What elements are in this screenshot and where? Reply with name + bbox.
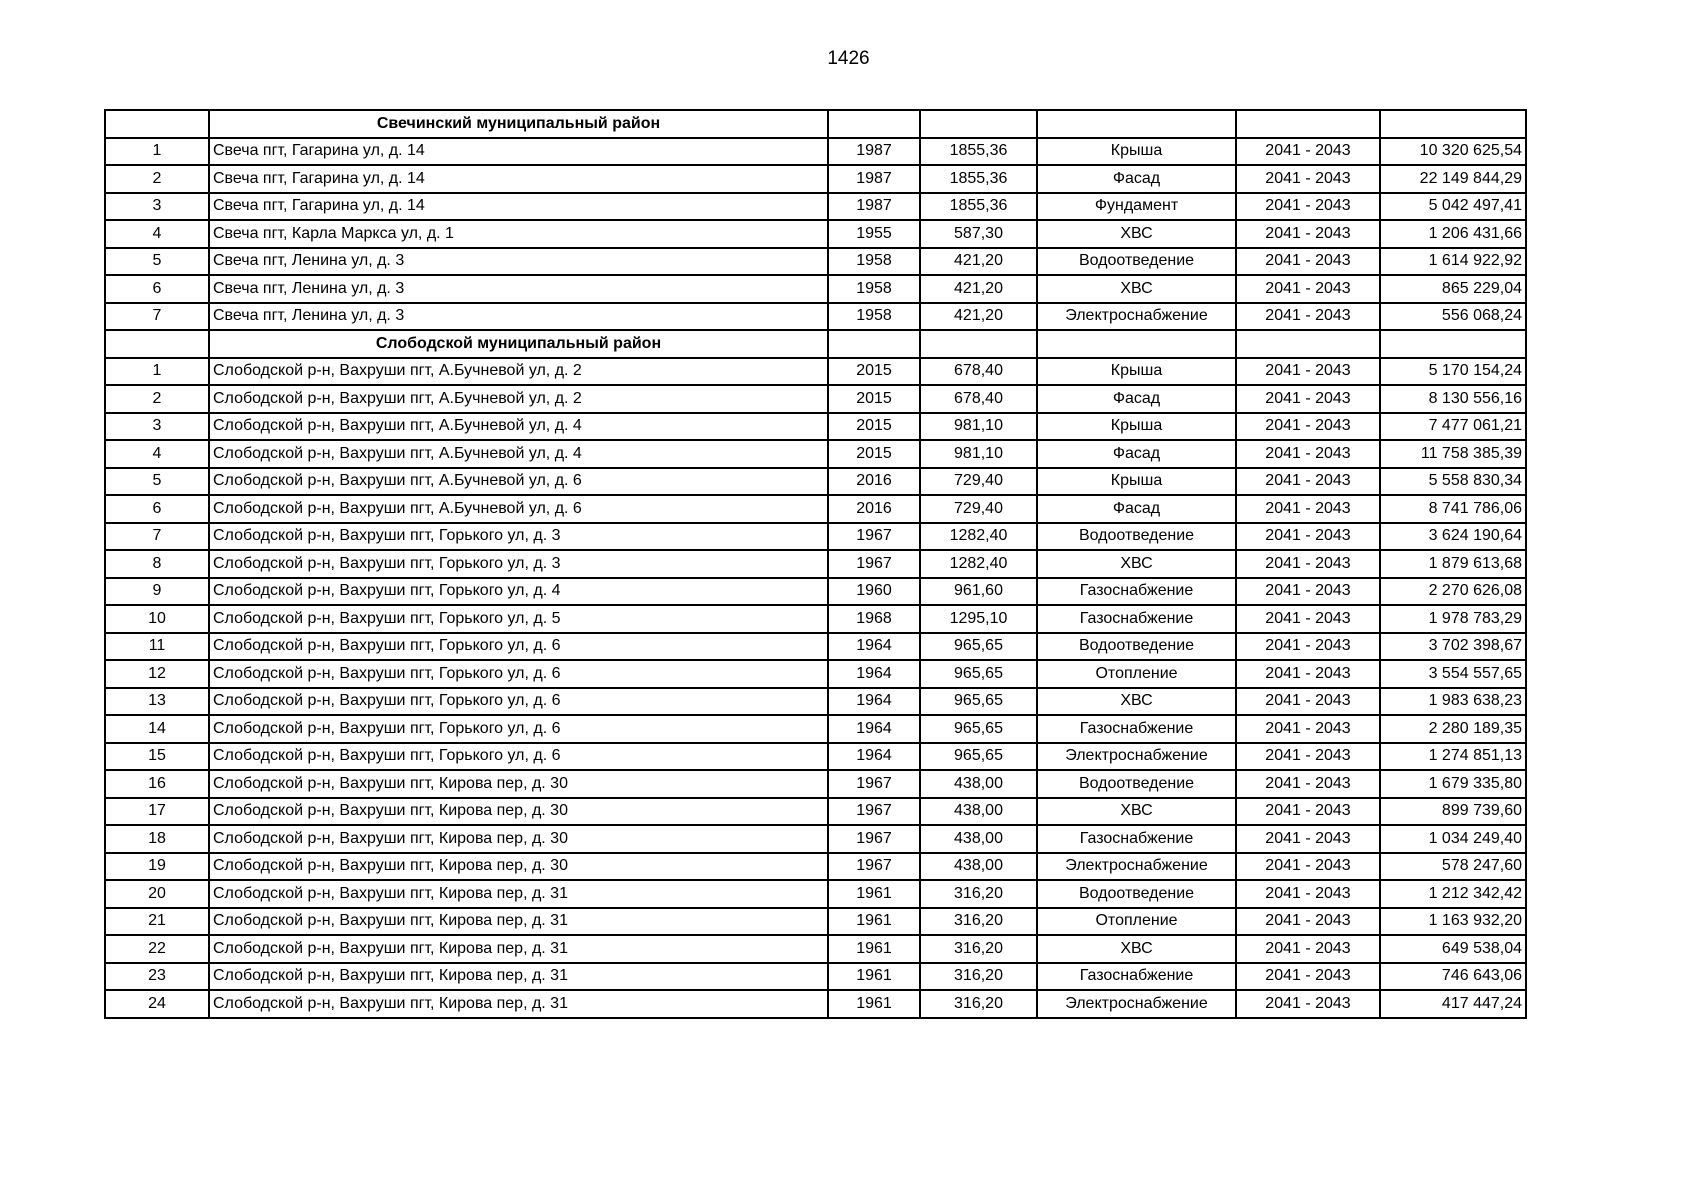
year-cell: 1987 xyxy=(828,193,920,221)
table-row xyxy=(105,275,1526,303)
period-cell: 2041 - 2043 xyxy=(1236,990,1380,1018)
area-cell: 587,30 xyxy=(920,220,1037,248)
row-number-cell: 4 xyxy=(105,220,209,248)
year-cell: 2015 xyxy=(828,358,920,386)
year-cell: 1964 xyxy=(828,633,920,661)
period-cell: 2041 - 2043 xyxy=(1236,715,1380,743)
table-row xyxy=(105,468,1526,496)
work-type-cell: Водоотведение xyxy=(1037,633,1236,661)
cost-cell: 899 739,60 xyxy=(1380,798,1526,826)
area-cell: 421,20 xyxy=(920,303,1037,331)
table-row xyxy=(105,303,1526,331)
address-cell: Слободской р-н, Вахруши пгт, Горького ул, д. 6 xyxy=(209,688,828,716)
table-row xyxy=(105,605,1526,633)
cost-cell: 3 702 398,67 xyxy=(1380,633,1526,661)
year-cell: 1967 xyxy=(828,523,920,551)
table-row xyxy=(105,908,1526,936)
row-number-cell: 14 xyxy=(105,715,209,743)
address-cell: Слободской р-н, Вахруши пгт, Кирова пер, д. 30 xyxy=(209,825,828,853)
address-cell: Слободской р-н, Вахруши пгт, Горького ул, д. 4 xyxy=(209,578,828,606)
row-number-cell: 24 xyxy=(105,990,209,1018)
work-type-cell: Фасад xyxy=(1037,495,1236,523)
address-cell: Слободской р-н, Вахруши пгт, Кирова пер, д. 30 xyxy=(209,798,828,826)
work-type-cell: Электроснабжение xyxy=(1037,743,1236,771)
address-cell: Слободской р-н, Вахруши пгт, Кирова пер, д. 30 xyxy=(209,770,828,798)
table-row xyxy=(105,688,1526,716)
work-type-cell: Крыша xyxy=(1037,138,1236,166)
section-empty-cell xyxy=(105,330,209,358)
row-number-cell: 6 xyxy=(105,495,209,523)
area-cell: 678,40 xyxy=(920,358,1037,386)
page-number: 1426 xyxy=(827,48,870,69)
address-cell: Слободской р-н, Вахруши пгт, Кирова пер, д. 31 xyxy=(209,935,828,963)
row-number-cell: 8 xyxy=(105,550,209,578)
table-row xyxy=(105,990,1526,1018)
cost-cell: 1 163 932,20 xyxy=(1380,908,1526,936)
row-number-cell: 2 xyxy=(105,165,209,193)
period-cell: 2041 - 2043 xyxy=(1236,688,1380,716)
cost-cell: 8 130 556,16 xyxy=(1380,385,1526,413)
period-cell: 2041 - 2043 xyxy=(1236,633,1380,661)
area-cell: 961,60 xyxy=(920,578,1037,606)
area-cell: 965,65 xyxy=(920,715,1037,743)
period-cell: 2041 - 2043 xyxy=(1236,743,1380,771)
cost-cell: 1 212 342,42 xyxy=(1380,880,1526,908)
table-row xyxy=(105,715,1526,743)
cost-cell: 22 149 844,29 xyxy=(1380,165,1526,193)
year-cell: 1964 xyxy=(828,715,920,743)
period-cell: 2041 - 2043 xyxy=(1236,798,1380,826)
cost-cell: 1 983 638,23 xyxy=(1380,688,1526,716)
cost-cell: 578 247,60 xyxy=(1380,853,1526,881)
period-cell: 2041 - 2043 xyxy=(1236,825,1380,853)
work-type-cell: Фасад xyxy=(1037,385,1236,413)
table-row xyxy=(105,165,1526,193)
area-cell: 729,40 xyxy=(920,495,1037,523)
period-cell: 2041 - 2043 xyxy=(1236,963,1380,991)
row-number-cell: 11 xyxy=(105,633,209,661)
cost-cell: 5 042 497,41 xyxy=(1380,193,1526,221)
period-cell: 2041 - 2043 xyxy=(1236,165,1380,193)
section-title: Слободской муниципальный район xyxy=(209,330,828,358)
row-number-cell: 21 xyxy=(105,908,209,936)
row-number-cell: 13 xyxy=(105,688,209,716)
row-number-cell: 23 xyxy=(105,963,209,991)
capital-repair-table xyxy=(104,109,1527,1019)
table-row xyxy=(105,495,1526,523)
period-cell: 2041 - 2043 xyxy=(1236,770,1380,798)
section-empty-cell xyxy=(1380,330,1526,358)
address-cell: Слободской р-н, Вахруши пгт, Кирова пер, д. 31 xyxy=(209,963,828,991)
table-body xyxy=(105,110,1526,1018)
work-type-cell: Крыша xyxy=(1037,358,1236,386)
area-cell: 316,20 xyxy=(920,935,1037,963)
table-row xyxy=(105,660,1526,688)
period-cell: 2041 - 2043 xyxy=(1236,275,1380,303)
table-row xyxy=(105,248,1526,276)
period-cell: 2041 - 2043 xyxy=(1236,853,1380,881)
address-cell: Свеча пгт, Карла Маркса ул, д. 1 xyxy=(209,220,828,248)
period-cell: 2041 - 2043 xyxy=(1236,660,1380,688)
table-row xyxy=(105,743,1526,771)
period-cell: 2041 - 2043 xyxy=(1236,358,1380,386)
area-cell: 421,20 xyxy=(920,248,1037,276)
cost-cell: 649 538,04 xyxy=(1380,935,1526,963)
area-cell: 316,20 xyxy=(920,990,1037,1018)
cost-cell: 417 447,24 xyxy=(1380,990,1526,1018)
table-row xyxy=(105,550,1526,578)
cost-cell: 11 758 385,39 xyxy=(1380,440,1526,468)
area-cell: 678,40 xyxy=(920,385,1037,413)
period-cell: 2041 - 2043 xyxy=(1236,935,1380,963)
work-type-cell: ХВС xyxy=(1037,935,1236,963)
work-type-cell: Фасад xyxy=(1037,440,1236,468)
section-title: Свечинский муниципальный район xyxy=(209,110,828,138)
period-cell: 2041 - 2043 xyxy=(1236,220,1380,248)
address-cell: Слободской р-н, Вахруши пгт, А.Бучневой ул, д. 2 xyxy=(209,385,828,413)
table-row xyxy=(105,138,1526,166)
area-cell: 965,65 xyxy=(920,688,1037,716)
area-cell: 1855,36 xyxy=(920,193,1037,221)
cost-cell: 1 274 851,13 xyxy=(1380,743,1526,771)
period-cell: 2041 - 2043 xyxy=(1236,495,1380,523)
table-row xyxy=(105,440,1526,468)
table-row xyxy=(105,523,1526,551)
period-cell: 2041 - 2043 xyxy=(1236,523,1380,551)
area-cell: 965,65 xyxy=(920,743,1037,771)
address-cell: Слободской р-н, Вахруши пгт, Горького ул, д. 6 xyxy=(209,660,828,688)
year-cell: 1961 xyxy=(828,880,920,908)
year-cell: 2015 xyxy=(828,385,920,413)
year-cell: 1968 xyxy=(828,605,920,633)
section-empty-cell xyxy=(828,330,920,358)
work-type-cell: Водоотведение xyxy=(1037,523,1236,551)
cost-cell: 1 879 613,68 xyxy=(1380,550,1526,578)
cost-cell: 5 558 830,34 xyxy=(1380,468,1526,496)
table-row xyxy=(105,220,1526,248)
work-type-cell: Газоснабжение xyxy=(1037,715,1236,743)
work-type-cell: Фундамент xyxy=(1037,193,1236,221)
cost-cell: 2 270 626,08 xyxy=(1380,578,1526,606)
cost-cell: 746 643,06 xyxy=(1380,963,1526,991)
period-cell: 2041 - 2043 xyxy=(1236,248,1380,276)
row-number-cell: 7 xyxy=(105,523,209,551)
work-type-cell: Газоснабжение xyxy=(1037,578,1236,606)
period-cell: 2041 - 2043 xyxy=(1236,908,1380,936)
year-cell: 1958 xyxy=(828,275,920,303)
year-cell: 1967 xyxy=(828,825,920,853)
work-type-cell: ХВС xyxy=(1037,275,1236,303)
area-cell: 965,65 xyxy=(920,633,1037,661)
area-cell: 1855,36 xyxy=(920,165,1037,193)
work-type-cell: Водоотведение xyxy=(1037,880,1236,908)
address-cell: Слободской р-н, Вахруши пгт, Горького ул, д. 6 xyxy=(209,633,828,661)
section-empty-cell xyxy=(1236,330,1380,358)
address-cell: Слободской р-н, Вахруши пгт, А.Бучневой ул, д. 4 xyxy=(209,440,828,468)
area-cell: 316,20 xyxy=(920,963,1037,991)
area-cell: 438,00 xyxy=(920,798,1037,826)
area-cell: 316,20 xyxy=(920,880,1037,908)
row-number-cell: 1 xyxy=(105,138,209,166)
work-type-cell: Крыша xyxy=(1037,468,1236,496)
row-number-cell: 4 xyxy=(105,440,209,468)
row-number-cell: 3 xyxy=(105,193,209,221)
area-cell: 438,00 xyxy=(920,770,1037,798)
table-row xyxy=(105,963,1526,991)
section-header-row xyxy=(105,110,1526,138)
address-cell: Слободской р-н, Вахруши пгт, Кирова пер, д. 31 xyxy=(209,990,828,1018)
cost-cell: 5 170 154,24 xyxy=(1380,358,1526,386)
cost-cell: 7 477 061,21 xyxy=(1380,413,1526,441)
section-empty-cell xyxy=(1037,110,1236,138)
section-empty-cell xyxy=(1037,330,1236,358)
period-cell: 2041 - 2043 xyxy=(1236,605,1380,633)
table-row xyxy=(105,853,1526,881)
address-cell: Свеча пгт, Гагарина ул, д. 14 xyxy=(209,193,828,221)
year-cell: 1987 xyxy=(828,138,920,166)
cost-cell: 1 978 783,29 xyxy=(1380,605,1526,633)
row-number-cell: 22 xyxy=(105,935,209,963)
work-type-cell: ХВС xyxy=(1037,798,1236,826)
year-cell: 1967 xyxy=(828,853,920,881)
year-cell: 1961 xyxy=(828,908,920,936)
area-cell: 1282,40 xyxy=(920,523,1037,551)
year-cell: 1967 xyxy=(828,770,920,798)
cost-cell: 1 034 249,40 xyxy=(1380,825,1526,853)
area-cell: 1282,40 xyxy=(920,550,1037,578)
area-cell: 1295,10 xyxy=(920,605,1037,633)
work-type-cell: Отопление xyxy=(1037,660,1236,688)
address-cell: Слободской р-н, Вахруши пгт, А.Бучневой ул, д. 6 xyxy=(209,468,828,496)
work-type-cell: Водоотведение xyxy=(1037,770,1236,798)
year-cell: 1964 xyxy=(828,660,920,688)
address-cell: Слободской р-н, Вахруши пгт, Горького ул, д. 3 xyxy=(209,550,828,578)
cost-cell: 1 614 922,92 xyxy=(1380,248,1526,276)
work-type-cell: Водоотведение xyxy=(1037,248,1236,276)
address-cell: Слободской р-н, Вахруши пгт, А.Бучневой ул, д. 2 xyxy=(209,358,828,386)
period-cell: 2041 - 2043 xyxy=(1236,193,1380,221)
work-type-cell: Газоснабжение xyxy=(1037,825,1236,853)
address-cell: Слободской р-н, Вахруши пгт, Кирова пер, д. 31 xyxy=(209,908,828,936)
row-number-cell: 12 xyxy=(105,660,209,688)
work-type-cell: Газоснабжение xyxy=(1037,963,1236,991)
address-cell: Слободской р-н, Вахруши пгт, Кирова пер, д. 30 xyxy=(209,853,828,881)
table-row xyxy=(105,633,1526,661)
row-number-cell: 1 xyxy=(105,358,209,386)
row-number-cell: 9 xyxy=(105,578,209,606)
year-cell: 1955 xyxy=(828,220,920,248)
area-cell: 965,65 xyxy=(920,660,1037,688)
address-cell: Слободской р-н, Вахруши пгт, Кирова пер, д. 31 xyxy=(209,880,828,908)
period-cell: 2041 - 2043 xyxy=(1236,578,1380,606)
period-cell: 2041 - 2043 xyxy=(1236,138,1380,166)
year-cell: 1961 xyxy=(828,935,920,963)
work-type-cell: Отопление xyxy=(1037,908,1236,936)
year-cell: 1987 xyxy=(828,165,920,193)
table-row xyxy=(105,358,1526,386)
year-cell: 2015 xyxy=(828,440,920,468)
section-empty-cell xyxy=(920,110,1037,138)
period-cell: 2041 - 2043 xyxy=(1236,440,1380,468)
section-empty-cell xyxy=(920,330,1037,358)
table-row xyxy=(105,578,1526,606)
address-cell: Слободской р-н, Вахруши пгт, А.Бучневой ул, д. 6 xyxy=(209,495,828,523)
cost-cell: 556 068,24 xyxy=(1380,303,1526,331)
row-number-cell: 20 xyxy=(105,880,209,908)
year-cell: 1967 xyxy=(828,550,920,578)
area-cell: 729,40 xyxy=(920,468,1037,496)
address-cell: Свеча пгт, Ленина ул, д. 3 xyxy=(209,275,828,303)
area-cell: 981,10 xyxy=(920,413,1037,441)
row-number-cell: 5 xyxy=(105,248,209,276)
year-cell: 1967 xyxy=(828,798,920,826)
year-cell: 1961 xyxy=(828,963,920,991)
work-type-cell: Электроснабжение xyxy=(1037,853,1236,881)
year-cell: 2016 xyxy=(828,495,920,523)
row-number-cell: 10 xyxy=(105,605,209,633)
address-cell: Слободской р-н, Вахруши пгт, Горького ул, д. 3 xyxy=(209,523,828,551)
table-row xyxy=(105,770,1526,798)
address-cell: Слободской р-н, Вахруши пгт, А.Бучневой ул, д. 4 xyxy=(209,413,828,441)
work-type-cell: Газоснабжение xyxy=(1037,605,1236,633)
address-cell: Слободской р-н, Вахруши пгт, Горького ул, д. 5 xyxy=(209,605,828,633)
year-cell: 1964 xyxy=(828,688,920,716)
year-cell: 2015 xyxy=(828,413,920,441)
row-number-cell: 6 xyxy=(105,275,209,303)
address-cell: Свеча пгт, Гагарина ул, д. 14 xyxy=(209,138,828,166)
row-number-cell: 2 xyxy=(105,385,209,413)
table-row xyxy=(105,935,1526,963)
row-number-cell: 19 xyxy=(105,853,209,881)
area-cell: 421,20 xyxy=(920,275,1037,303)
year-cell: 2016 xyxy=(828,468,920,496)
row-number-cell: 3 xyxy=(105,413,209,441)
cost-cell: 2 280 189,35 xyxy=(1380,715,1526,743)
year-cell: 1960 xyxy=(828,578,920,606)
address-cell: Слободской р-н, Вахруши пгт, Горького ул, д. 6 xyxy=(209,715,828,743)
table-row xyxy=(105,798,1526,826)
section-header-row xyxy=(105,330,1526,358)
address-cell: Свеча пгт, Гагарина ул, д. 14 xyxy=(209,165,828,193)
section-empty-cell xyxy=(1236,110,1380,138)
period-cell: 2041 - 2043 xyxy=(1236,303,1380,331)
period-cell: 2041 - 2043 xyxy=(1236,550,1380,578)
section-empty-cell xyxy=(1380,110,1526,138)
work-type-cell: Электроснабжение xyxy=(1037,303,1236,331)
work-type-cell: Электроснабжение xyxy=(1037,990,1236,1018)
area-cell: 1855,36 xyxy=(920,138,1037,166)
work-type-cell: ХВС xyxy=(1037,220,1236,248)
area-cell: 981,10 xyxy=(920,440,1037,468)
cost-cell: 3 624 190,64 xyxy=(1380,523,1526,551)
cost-cell: 865 229,04 xyxy=(1380,275,1526,303)
year-cell: 1958 xyxy=(828,248,920,276)
address-cell: Слободской р-н, Вахруши пгт, Горького ул, д. 6 xyxy=(209,743,828,771)
work-type-cell: Фасад xyxy=(1037,165,1236,193)
row-number-cell: 17 xyxy=(105,798,209,826)
work-type-cell: ХВС xyxy=(1037,550,1236,578)
area-cell: 438,00 xyxy=(920,853,1037,881)
section-empty-cell xyxy=(828,110,920,138)
row-number-cell: 16 xyxy=(105,770,209,798)
table-row xyxy=(105,385,1526,413)
table-row xyxy=(105,413,1526,441)
area-cell: 316,20 xyxy=(920,908,1037,936)
address-cell: Свеча пгт, Ленина ул, д. 3 xyxy=(209,248,828,276)
row-number-cell: 18 xyxy=(105,825,209,853)
cost-cell: 1 679 335,80 xyxy=(1380,770,1526,798)
period-cell: 2041 - 2043 xyxy=(1236,880,1380,908)
year-cell: 1958 xyxy=(828,303,920,331)
cost-cell: 3 554 557,65 xyxy=(1380,660,1526,688)
table-row xyxy=(105,193,1526,221)
cost-cell: 10 320 625,54 xyxy=(1380,138,1526,166)
period-cell: 2041 - 2043 xyxy=(1236,385,1380,413)
year-cell: 1964 xyxy=(828,743,920,771)
period-cell: 2041 - 2043 xyxy=(1236,468,1380,496)
table-row xyxy=(105,825,1526,853)
cost-cell: 1 206 431,66 xyxy=(1380,220,1526,248)
row-number-cell: 15 xyxy=(105,743,209,771)
cost-cell: 8 741 786,06 xyxy=(1380,495,1526,523)
period-cell: 2041 - 2043 xyxy=(1236,413,1380,441)
year-cell: 1961 xyxy=(828,990,920,1018)
work-type-cell: Крыша xyxy=(1037,413,1236,441)
address-cell: Свеча пгт, Ленина ул, д. 3 xyxy=(209,303,828,331)
row-number-cell: 5 xyxy=(105,468,209,496)
table-row xyxy=(105,880,1526,908)
section-empty-cell xyxy=(105,110,209,138)
area-cell: 438,00 xyxy=(920,825,1037,853)
work-type-cell: ХВС xyxy=(1037,688,1236,716)
row-number-cell: 7 xyxy=(105,303,209,331)
